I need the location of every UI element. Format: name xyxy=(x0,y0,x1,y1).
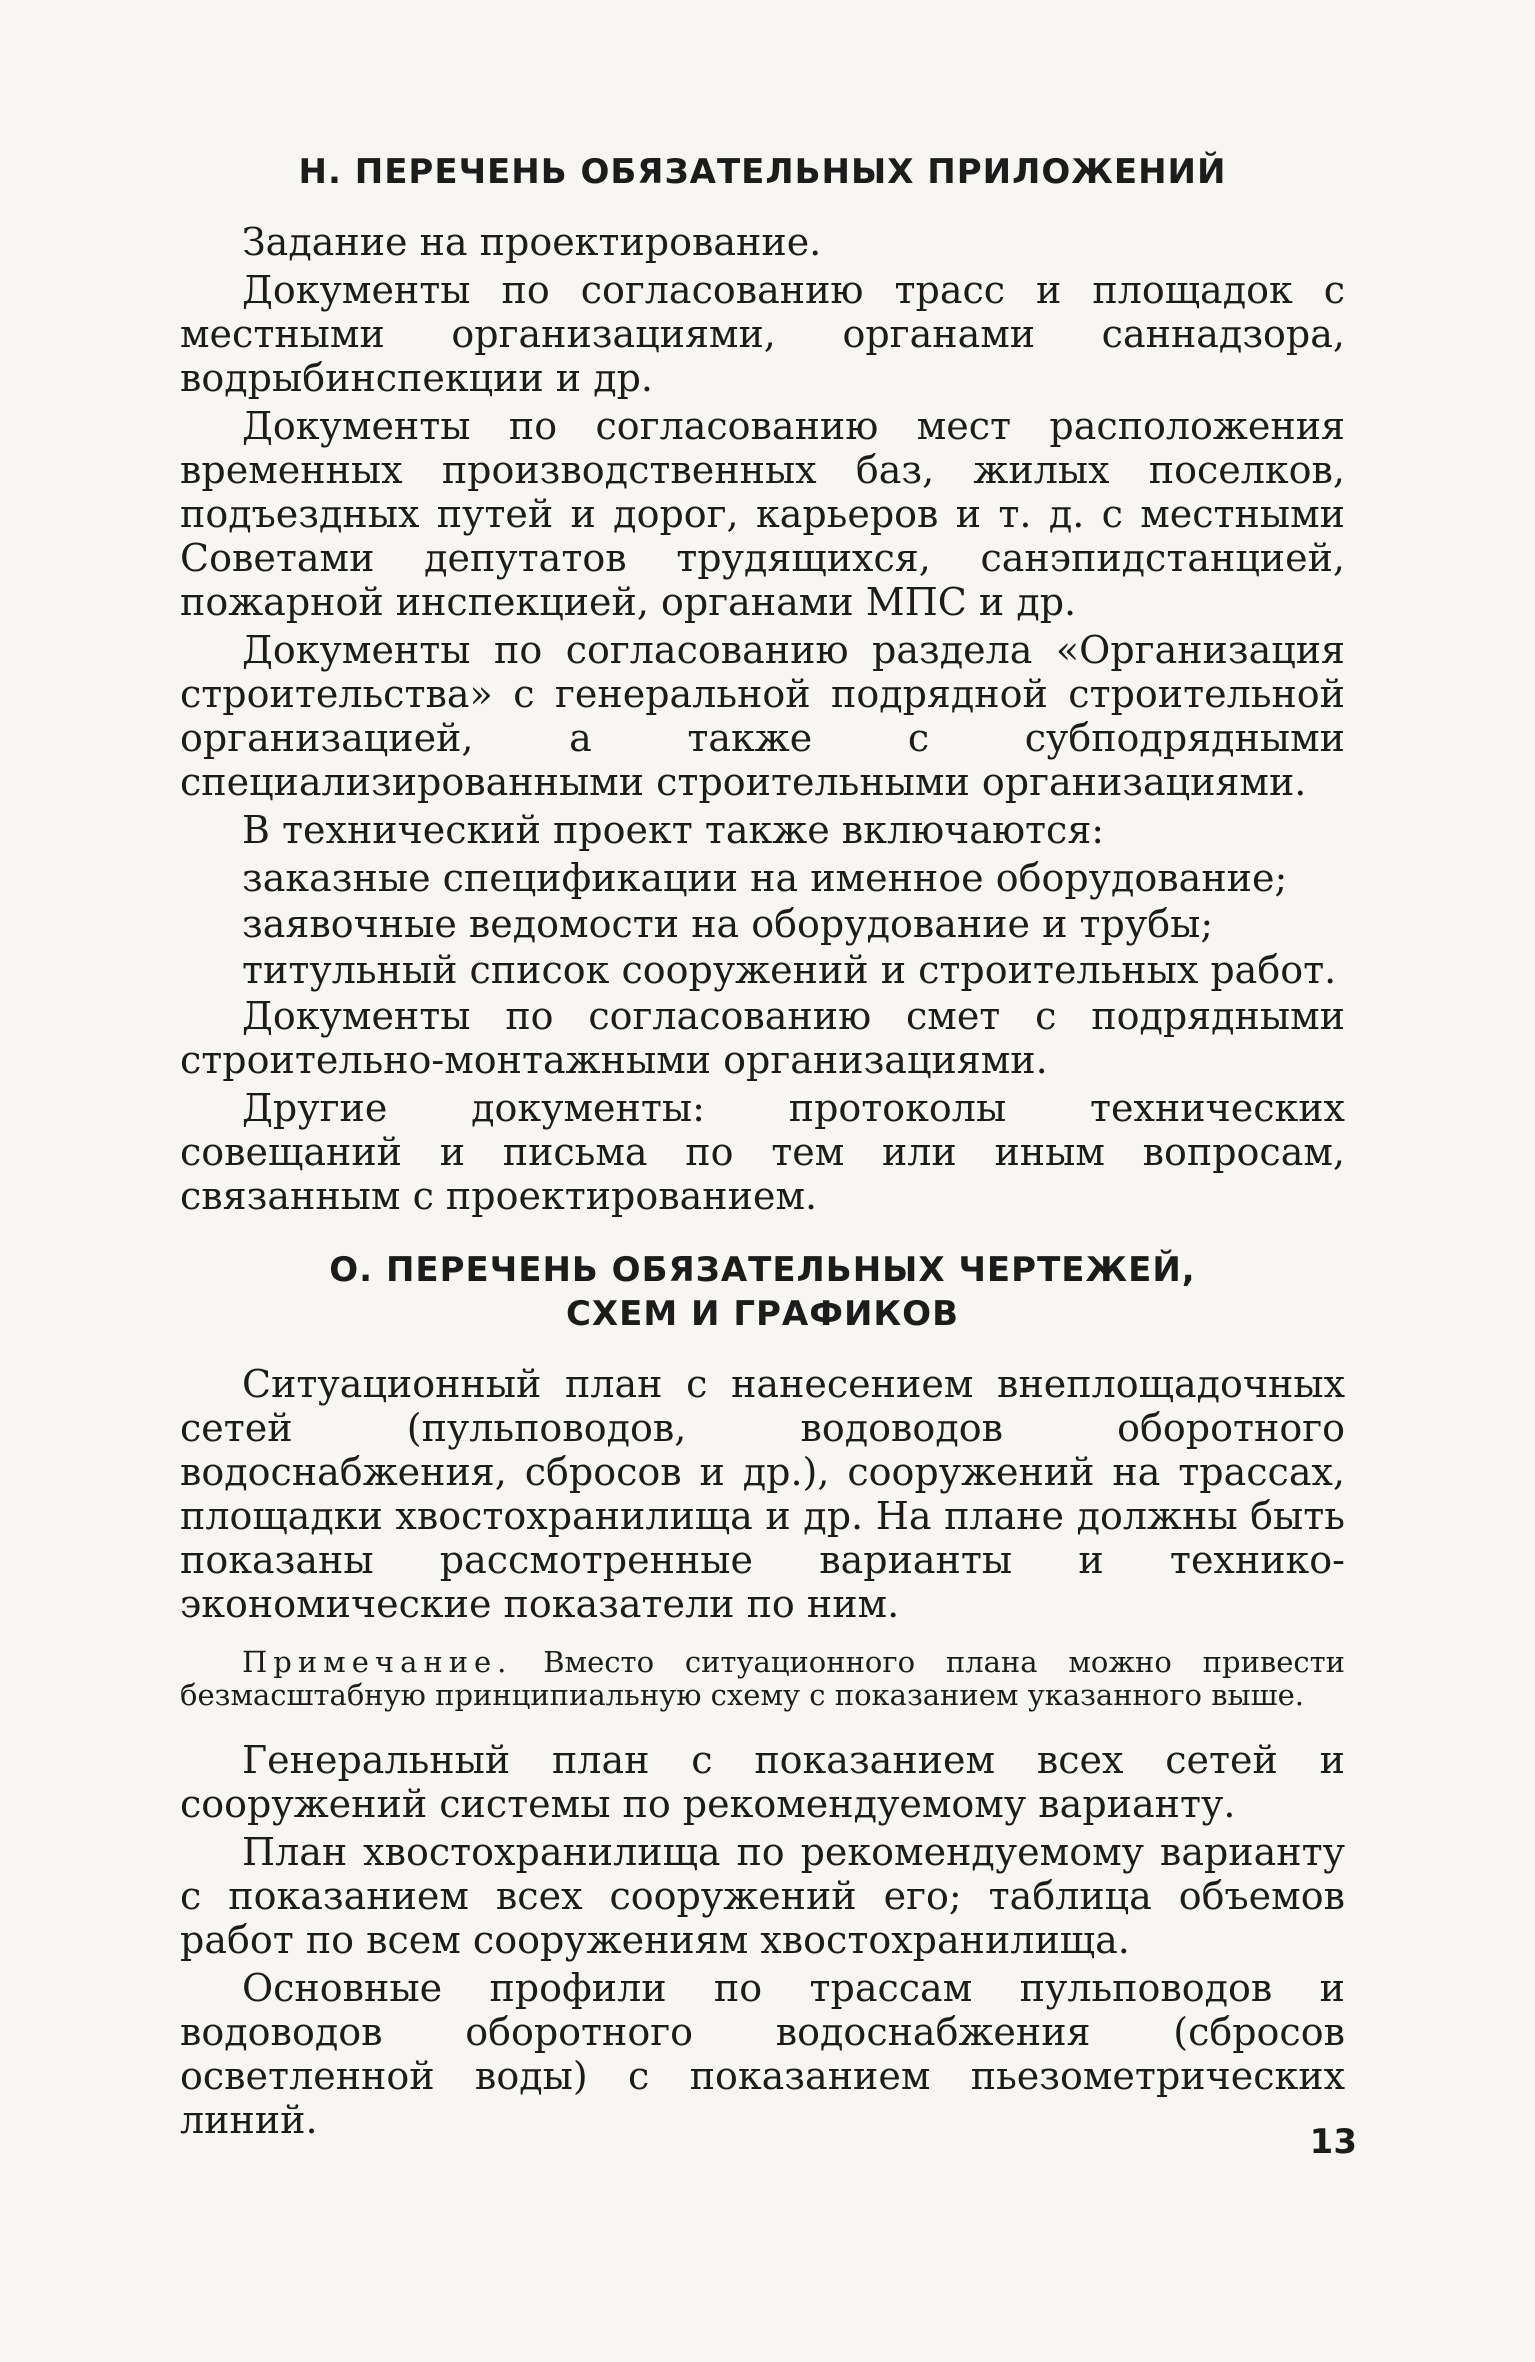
note xyxy=(180,1646,1345,1712)
paragraph: Документы по согласованию раздела «Организация строительства» с генеральной подрядной строительной организацией, а также с субподрядными специализированными строительными организациями. xyxy=(180,628,1345,804)
section-n-heading: Н. ПЕРЕЧЕНЬ ОБЯЗАТЕЛЬНЫХ ПРИЛОЖЕНИЙ xyxy=(298,152,1227,192)
paragraph: Документы по согласованию трасс и площадок с местными организациями, органами саннадзора, водрыбинспекции и др. xyxy=(180,268,1345,400)
list-item: титульный список сооружений и строительных работ. xyxy=(242,948,1337,992)
paragraph: Основные профили по трассам пульповодов и водоводов оборотного водоснабжения (сбросов осветленной воды) с показанием пьезометрических линий. xyxy=(180,1966,1345,2142)
list-item: заявочные ведомости на оборудование и трубы; xyxy=(242,902,1214,946)
note-text: Вместо ситуационного плана можно привести безмасштабную принципиальную схему с показанием указанного выше. xyxy=(180,1645,1345,1712)
page-number: 13 xyxy=(1309,2122,1357,2162)
section-o-heading-line2: СХЕМ И ГРАФИКОВ xyxy=(565,1294,960,1334)
paragraph: В технический проект также включаются: xyxy=(242,808,1105,852)
paragraph: Другие документы: протоколы технических совещаний и письма по тем или иным вопросам, связанным с проектированием. xyxy=(180,1086,1345,1218)
paragraph: План хвостохранилища по рекомендуемому варианту с показанием всех сооружений его; таблица объемов работ по всем сооружениям хвостохранилища. xyxy=(180,1830,1345,1962)
paragraph: Генеральный план с показанием всех сетей и сооружений системы по рекомендуемому варианту. xyxy=(180,1738,1345,1826)
section-o-heading xyxy=(180,1248,1345,1336)
paragraph: Документы по согласованию мест расположения временных производственных баз, жилых поселков, подъездных путей и дорог, карьеров и т. д. с местными Советами депутатов трудящихся, санэпидстанцией, пожарной инспекцией, органами МПС и др. xyxy=(180,404,1345,624)
section-o-heading-line1: О. ПЕРЕЧЕНЬ ОБЯЗАТЕЛЬНЫХ ЧЕРТЕЖЕЙ, xyxy=(329,1250,1196,1290)
paragraph: Задание на проектирование. xyxy=(242,220,822,264)
note-label: Примечание. xyxy=(242,1645,513,1679)
paragraph: Документы по согласованию смет с подрядными строительно-монтажными организациями. xyxy=(180,994,1345,1082)
paragraph: Ситуационный план с нанесением внеплощадочных сетей (пульповодов, водоводов оборотного водоснабжения, сбросов и др.), сооружений на трассах, площадки хвостохранилища и др. На плане должны быть показаны рассмотренные варианты и технико-экономические показатели по ним. xyxy=(180,1362,1345,1626)
list-item: заказные спецификации на именное оборудование; xyxy=(242,856,1288,900)
